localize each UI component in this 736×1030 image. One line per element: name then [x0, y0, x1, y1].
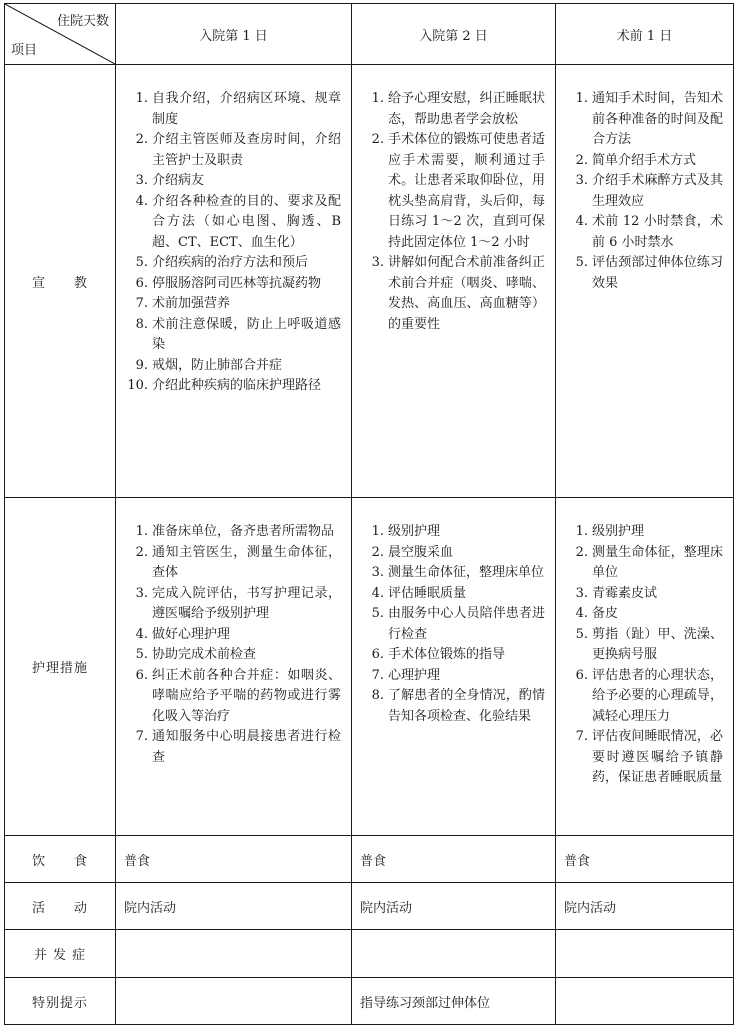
item-text: 介绍主管医师及查房时间，介绍主管护士及职责: [152, 132, 341, 168]
special-row: [5, 978, 734, 1025]
item-number: 5.: [135, 647, 148, 662]
care-list-day2: [352, 498, 555, 727]
item-number: 5.: [575, 255, 588, 270]
education-cell-day1: [116, 65, 352, 498]
item-text: 级别护理: [592, 524, 645, 539]
list-item: [124, 376, 341, 397]
item-number: 3.: [575, 585, 588, 601]
list-item: [124, 543, 341, 584]
item-number: 2.: [135, 544, 148, 560]
list-item: [124, 666, 341, 728]
row-label-complications: 并 发 症: [5, 930, 116, 978]
item-text: 协助完成术前检查: [152, 647, 257, 662]
item-text: 心理护理: [388, 667, 441, 683]
item-text: 准备床单位，备齐患者所需物品: [152, 524, 335, 539]
column-header-preop: 术前 1 日: [556, 4, 734, 65]
list-item: [360, 604, 545, 645]
item-text: 给予心理安慰，纠正睡眠状态，帮助患者学会放松: [388, 91, 545, 127]
item-number: 1.: [135, 91, 148, 106]
item-text: 了解患者的全身情况，酌情告知各项检查、化验结果: [388, 688, 545, 724]
row-label-special: 特别提示: [5, 978, 116, 1025]
list-item: [564, 212, 723, 253]
item-text: 戒烟，防止肺部合并症: [152, 357, 283, 373]
list-item: [564, 625, 723, 666]
care-list-day1: [116, 498, 351, 768]
row-label-care: 护理措施: [5, 498, 116, 836]
education-row: [5, 65, 734, 498]
list-item: [360, 253, 545, 335]
item-text: 纠正术前各种合并症：如咽炎、哮喘应给予平喘的药物或进行雾化吸入等治疗: [152, 667, 341, 724]
list-item: [360, 666, 545, 687]
item-text: 通知服务中心明晨接患者进行检查: [152, 729, 341, 765]
item-number: 4.: [575, 214, 588, 229]
list-item: [124, 192, 341, 254]
list-item: [124, 727, 341, 768]
item-number: 6.: [135, 667, 148, 683]
diet-row: [5, 836, 734, 883]
item-number: 10.: [127, 378, 148, 393]
diet-cell-preop: 普食: [556, 836, 734, 883]
activity-cell-day1: 院内活动: [116, 883, 352, 930]
corner-top-label: 住院天数: [56, 14, 109, 29]
list-item: [564, 727, 723, 789]
item-number: 7.: [135, 296, 148, 311]
list-item: [124, 294, 341, 315]
item-text: 手术体位的锻炼可使患者适应手术需要，顺利通过手术。让患者采取仰卧位，用枕头垫高肩背，头后仰，每日练习 1～2 次，直到可保持此固定体位 1～2 小时: [388, 132, 545, 250]
list-item: [564, 543, 723, 584]
list-item: [124, 356, 341, 377]
list-item: [564, 151, 723, 172]
special-cell-preop: [556, 978, 734, 1025]
list-item: [124, 253, 341, 274]
item-number: 8.: [135, 316, 148, 332]
activity-row: [5, 883, 734, 930]
list-item: [124, 522, 341, 543]
care-row: [5, 498, 734, 836]
list-item: [360, 686, 545, 727]
education-list-day2: [352, 65, 555, 335]
item-text: 介绍此种疾病的临床护理路径: [152, 378, 322, 393]
item-number: 3.: [135, 585, 148, 601]
item-number: 1.: [575, 524, 588, 539]
list-item: [124, 274, 341, 295]
item-text: 手术体位锻炼的指导: [388, 647, 506, 662]
item-text: 通知手术时间，告知术前各种准备的时间及配合方法: [592, 91, 723, 147]
item-text: 测量生命体征，整理床单位: [388, 565, 545, 580]
item-text: 剪指（趾）甲、洗澡、更换病号服: [592, 626, 723, 662]
activity-cell-preop: 院内活动: [556, 883, 734, 930]
item-text: 评估睡眠质量: [388, 585, 467, 601]
diet-cell-day1: 普食: [116, 836, 352, 883]
item-text: 评估颈部过伸体位练习效果: [592, 255, 723, 291]
item-text: 备皮: [592, 606, 619, 621]
item-number: 2.: [575, 544, 588, 560]
list-item: [564, 522, 723, 543]
complications-cell-day2: [352, 930, 556, 978]
item-number: 8.: [371, 688, 384, 703]
corner-bottom-label: 项目: [11, 43, 38, 58]
education-cell-preop: [556, 65, 734, 498]
list-item: [124, 584, 341, 625]
item-number: 2.: [135, 132, 148, 147]
row-label-activity: 活 动: [5, 883, 116, 930]
care-cell-day1: [116, 498, 352, 836]
item-number: 4.: [135, 626, 148, 642]
item-number: 1.: [575, 91, 588, 106]
special-cell-day2: 指导练习颈部过伸体位: [352, 978, 556, 1025]
list-item: [360, 89, 545, 130]
item-number: 3.: [371, 565, 384, 580]
item-number: 5.: [575, 626, 588, 642]
column-header-day2: 入院第 2 日: [352, 4, 556, 65]
item-number: 6.: [135, 275, 148, 291]
list-item: [564, 171, 723, 212]
item-text: 自我介绍，介绍病区环境、规章制度: [152, 91, 341, 127]
item-text: 简单介绍手术方式: [592, 152, 697, 168]
item-number: 6.: [575, 667, 588, 683]
item-text: 通知主管医生，测量生命体征，查体: [152, 544, 341, 580]
activity-cell-day2: 院内活动: [352, 883, 556, 930]
item-number: 2.: [575, 152, 588, 168]
item-text: 测量生命体征，整理床单位: [592, 544, 723, 580]
row-label-education: 宣 教: [5, 65, 116, 498]
list-item: [360, 645, 545, 666]
item-text: 介绍各种检查的目的、要求及配合方法（如心电图、胸透、B 超、CT、ECT、血生化）: [152, 193, 341, 250]
item-text: 术前注意保暖，防止上呼吸道感染: [152, 316, 341, 352]
care-list-preop: [556, 498, 733, 789]
complications-row: [5, 930, 734, 978]
list-item: [124, 625, 341, 646]
item-text: 介绍手术麻醉方式及其生理效应: [592, 173, 723, 209]
list-item: [564, 584, 723, 605]
item-text: 术前加强营养: [152, 296, 231, 311]
list-item: [564, 89, 723, 151]
list-item: [124, 171, 341, 192]
list-item: [564, 253, 723, 294]
row-label-diet: 饮 食: [5, 836, 116, 883]
complications-cell-preop: [556, 930, 734, 978]
item-number: 1.: [371, 524, 384, 539]
education-cell-day2: [352, 65, 556, 498]
item-number: 3.: [371, 255, 384, 270]
item-text: 介绍疾病的治疗方法和预后: [152, 255, 309, 270]
item-text: 晨空腹采血: [388, 544, 454, 560]
list-item: [564, 666, 723, 728]
list-item: [360, 130, 545, 253]
special-cell-day1: [116, 978, 352, 1025]
item-text: 术前 12 小时禁食，术前 6 小时禁水: [592, 214, 723, 250]
item-number: 6.: [371, 647, 384, 662]
item-number: 4.: [135, 193, 148, 209]
list-item: [360, 584, 545, 605]
item-text: 青霉素皮试: [592, 585, 658, 601]
clinical-pathway-table: [4, 3, 734, 1025]
education-list-preop: [556, 65, 733, 294]
complications-cell-day1: [116, 930, 352, 978]
item-text: 做好心理护理: [152, 626, 231, 642]
item-number: 1.: [371, 91, 384, 106]
care-cell-day2: [352, 498, 556, 836]
list-item: [124, 89, 341, 130]
education-list-day1: [116, 65, 351, 397]
item-number: 1.: [135, 524, 148, 539]
list-item: [124, 130, 341, 171]
list-item: [124, 645, 341, 666]
corner-cell: [5, 4, 116, 65]
item-text: 讲解如何配合术前准备纠正术前合并症（咽炎、哮喘、发热、高血压、高血糖等）的重要性: [388, 255, 545, 332]
list-item: [360, 563, 545, 584]
item-text: 级别护理: [388, 524, 441, 539]
item-text: 介绍病友: [152, 173, 205, 188]
item-text: 停服肠溶阿司匹林等抗凝药物: [152, 275, 322, 291]
item-number: 9.: [135, 357, 148, 373]
item-number: 3.: [135, 173, 148, 188]
list-item: [360, 543, 545, 564]
item-text: 评估患者的心理状态，给予必要的心理疏导，减轻心理压力: [592, 667, 723, 724]
item-number: 4.: [371, 585, 384, 601]
item-number: 2.: [371, 544, 384, 560]
item-number: 7.: [575, 729, 588, 744]
item-text: 完成入院评估，书写护理记录，遵医嘱给予级别护理: [152, 585, 341, 621]
item-number: 7.: [135, 729, 148, 744]
item-number: 7.: [371, 667, 384, 683]
item-number: 2.: [371, 132, 384, 147]
item-number: 4.: [575, 606, 588, 621]
item-text: 由服务中心人员陪伴患者进行检查: [388, 606, 545, 642]
diet-cell-day2: 普食: [352, 836, 556, 883]
item-number: 3.: [575, 173, 588, 188]
list-item: [564, 604, 723, 625]
header-row: [5, 4, 734, 65]
item-number: 5.: [135, 255, 148, 270]
item-number: 5.: [371, 606, 384, 621]
list-item: [124, 315, 341, 356]
list-item: [360, 522, 545, 543]
care-cell-preop: [556, 498, 734, 836]
column-header-day1: 入院第 1 日: [116, 4, 352, 65]
item-text: 评估夜间睡眠情况，必要时遵医嘱给予镇静药，保证患者睡眠质量: [592, 729, 723, 785]
